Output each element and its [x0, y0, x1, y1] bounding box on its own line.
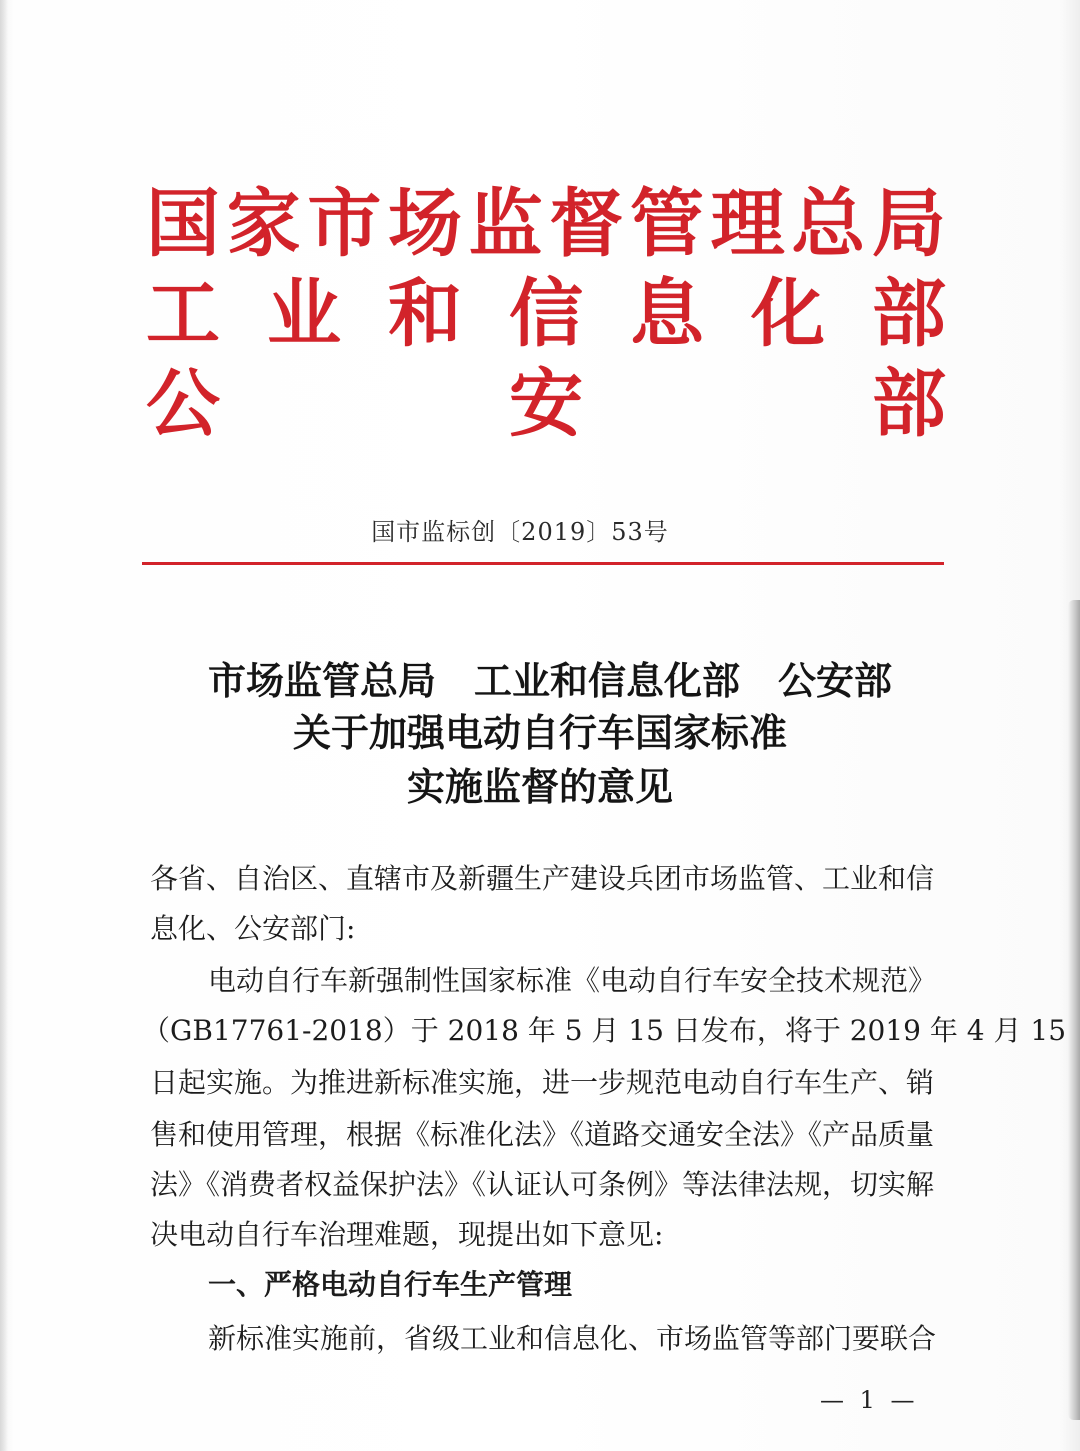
agency-char: 督 — [549, 181, 624, 267]
paragraph-1-line-6: 决电动自行车治理难题，现提出如下意见: — [150, 1218, 664, 1251]
paragraph-1-line-5: 法》《消费者权益保护法》《认证认可条例》等法律法规，切实解 — [150, 1168, 935, 1201]
agency-char: 市 — [307, 181, 382, 267]
agency-char: 家 — [226, 181, 301, 267]
agency-char: 场 — [387, 181, 462, 267]
agency-char: 部 — [872, 361, 946, 447]
section-1-heading: 一、严格电动自行车生产管理 — [208, 1268, 573, 1301]
agency-char: 局 — [871, 181, 946, 267]
paragraph-2-line-1: 新标准实施前，省级工业和信息化、市场监管等部门要联合 — [208, 1322, 937, 1355]
agency-char: 工 — [146, 271, 220, 357]
agency-char: 国 — [146, 181, 220, 267]
salutation-line-2: 息化、公安部门: — [150, 912, 356, 945]
red-separator-line — [142, 562, 944, 565]
agency-char: 安 — [509, 361, 583, 447]
document-number: 国市监标创〔2019〕53号 — [371, 518, 669, 546]
salutation-line-1: 各省、自治区、直辖市及新疆生产建设兵团市场监管、工业和信 — [150, 862, 935, 895]
paragraph-1-line-1: 电动自行车新强制性国家标准《电动自行车安全技术规范》 — [208, 964, 937, 997]
page-number: — 1 — — [820, 1386, 919, 1414]
agency-char: 部 — [872, 271, 946, 357]
agency-char: 公 — [146, 361, 220, 447]
agency-line-3 — [146, 361, 946, 447]
paragraph-1-line-3: 日起实施。为推进新标准实施，进一步规范电动自行车生产、销 — [150, 1066, 935, 1099]
agency-char: 理 — [710, 181, 785, 267]
title-line-3: 实施监督的意见 — [406, 764, 673, 809]
agency-char: 息 — [630, 271, 704, 357]
agency-char: 化 — [751, 271, 825, 357]
agency-char: 和 — [388, 271, 462, 357]
paragraph-1-line-4: 售和使用管理，根据《标准化法》《道路交通安全法》《产品质量 — [150, 1118, 935, 1151]
agency-char: 监 — [468, 181, 543, 267]
agency-char: 信 — [509, 271, 583, 357]
agency-line-1 — [146, 181, 946, 267]
agency-char: 业 — [267, 271, 341, 357]
agency-char: 管 — [629, 181, 704, 267]
paragraph-1-line-2: （GB17761-2018）于 2018 年 5 月 15 日发布，将于 2019 年 4 月 15 — [142, 1014, 1067, 1047]
agency-char: 总 — [791, 181, 866, 267]
title-line-1: 市场监管总局 工业和信息化部 公安部 — [207, 658, 892, 703]
title-line-2: 关于加强电动自行车国家标准 — [292, 710, 787, 755]
agency-line-2 — [146, 271, 946, 357]
